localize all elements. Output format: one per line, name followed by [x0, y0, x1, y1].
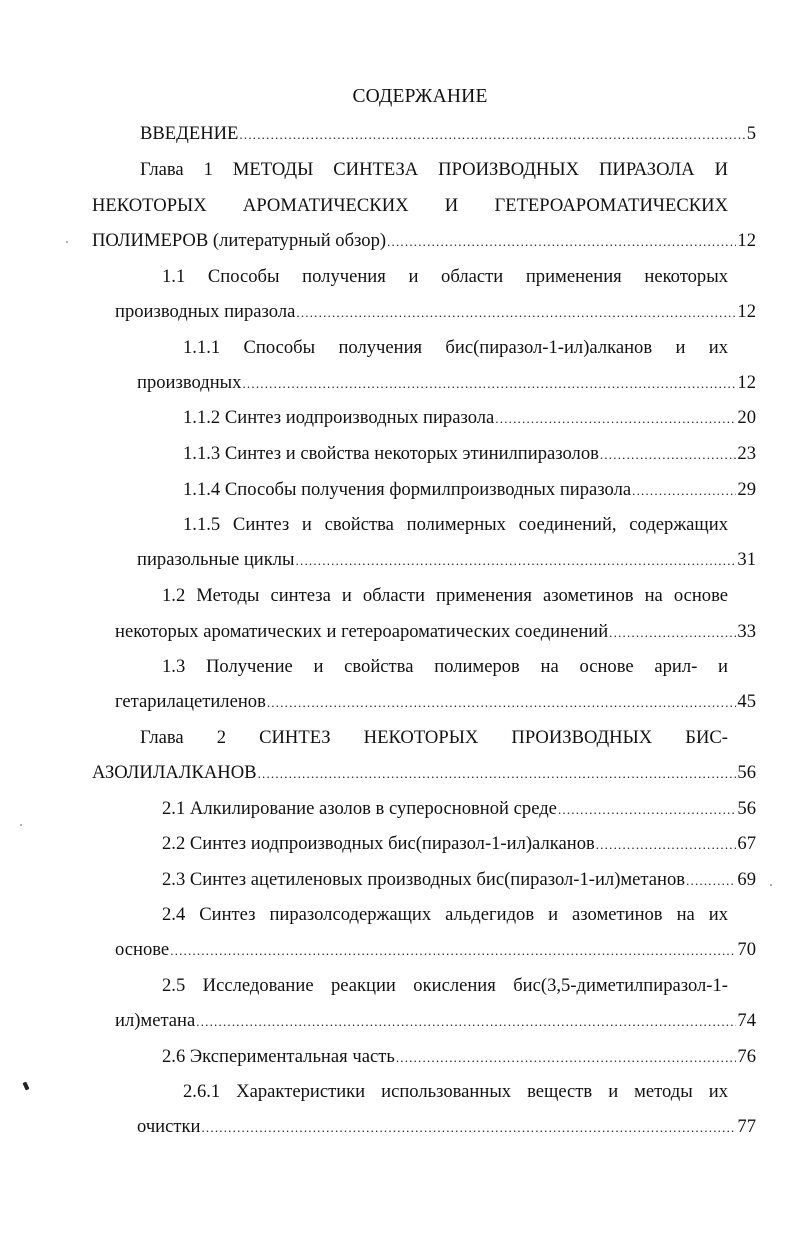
- toc-entry-text: 2.2 Синтез иодпроизводных бис(пиразол-1-ил)алканов: [162, 833, 595, 854]
- toc-entry-section-2-6-1[interactable]: [137, 1115, 756, 1140]
- toc-chapter-1-line-1: Глава 1 МЕТОДЫ СИНТЕЗА ПРОИЗВОДНЫХ ПИРАЗОЛА И: [140, 159, 728, 180]
- toc-page-number: 29: [737, 479, 756, 500]
- toc-page-number: 56: [737, 762, 756, 783]
- scan-speck: [770, 884, 772, 886]
- toc-chapter-1-line-2: НЕКОТОРЫХ АРОМАТИЧЕСКИХ И ГЕТЕРОАРОМАТИЧЕСКИХ: [92, 195, 728, 216]
- toc-entry-text: 2.1 Алкилирование азолов в суперосновной среде: [162, 798, 557, 819]
- toc-entry-text: гетарилацетиленов: [115, 691, 266, 712]
- toc-section-1-2-line-1: 1.2 Методы синтеза и области применения азометинов на основе: [162, 585, 728, 606]
- toc-page-number: 5: [746, 123, 756, 144]
- leader-dots: [258, 762, 737, 786]
- toc-entry-text: пиразольные циклы: [137, 549, 295, 570]
- leader-dots: [296, 301, 736, 325]
- toc-entry-chapter-2[interactable]: [92, 761, 756, 786]
- leader-dots: [170, 939, 736, 963]
- toc-entry-text: производных: [137, 372, 242, 393]
- leader-dots: [201, 1116, 736, 1140]
- toc-entry-text: ПОЛИМЕРОВ (литературный обзор): [92, 230, 387, 251]
- leader-dots: [296, 549, 737, 573]
- toc-entry-text: основе: [115, 939, 170, 960]
- toc-entry-section-2-6[interactable]: [162, 1045, 756, 1070]
- toc-entry-text: ил)метана: [115, 1010, 196, 1031]
- toc-entry-section-1-1-2[interactable]: [183, 406, 756, 431]
- toc-entry-section-1-1-4[interactable]: [183, 478, 756, 503]
- toc-section-2-5-line-1: 2.5 Исследование реакции окисления бис(3,5-диметилпиразол-1-: [162, 975, 728, 996]
- toc-section-1-1-1-line-1: 1.1.1 Способы получения бис(пиразол-1-ил)алканов и их: [183, 337, 728, 358]
- page-title: СОДЕРЖАНИЕ: [352, 86, 488, 107]
- leader-dots: [600, 443, 737, 467]
- leader-dots: [686, 869, 736, 893]
- leader-dots: [609, 621, 736, 645]
- toc-entry-text: некоторых ароматических и гетероароматических соединений: [115, 621, 609, 642]
- toc-section-1-3-line-1: 1.3 Получение и свойства полимеров на основе арил- и: [162, 656, 728, 677]
- toc-section-2-4-line-1: 2.4 Синтез пиразолсодержащих альдегидов и азометинов на их: [162, 904, 728, 925]
- leader-dots: [239, 123, 745, 147]
- toc-entry-text: очистки: [137, 1116, 201, 1137]
- toc-entry-section-2-3[interactable]: [162, 868, 756, 893]
- leader-dots: [267, 691, 737, 715]
- toc-entry-section-1-1-1[interactable]: [137, 371, 756, 396]
- toc-entry-text: 1.1.3 Синтез и свойства некоторых этинилпиразолов: [183, 443, 599, 464]
- toc-entry-section-1-1[interactable]: [115, 300, 756, 325]
- leader-dots: [387, 230, 736, 254]
- leader-dots: [396, 1046, 737, 1070]
- leader-dots: [495, 407, 736, 431]
- toc-entry-text: ВВЕДЕНИЕ: [140, 123, 239, 144]
- toc-entry-text: производных пиразола: [115, 301, 296, 322]
- toc-page-number: 12: [737, 372, 756, 393]
- toc-entry-section-1-3[interactable]: [115, 690, 756, 715]
- leader-dots: [242, 372, 736, 396]
- leader-dots: [196, 1010, 736, 1034]
- toc-chapter-2-line-1: Глава 2 СИНТЕЗ НЕКОТОРЫХ ПРОИЗВОДНЫХ БИС-: [140, 727, 728, 748]
- leader-dots: [632, 479, 736, 503]
- toc-entry-text: 2.6 Экспериментальная часть: [162, 1046, 395, 1067]
- toc-entry-section-2-1[interactable]: [162, 797, 756, 822]
- toc-entry-section-1-2[interactable]: [115, 620, 756, 645]
- toc-section-1-1-line-1: 1.1 Способы получения и области применения некоторых: [162, 266, 728, 287]
- toc-page-number: 77: [737, 1116, 756, 1137]
- toc-page-number: 56: [737, 798, 756, 819]
- toc-entry-text: 1.1.4 Способы получения формилпроизводных пиразола: [183, 479, 632, 500]
- toc-entry-intro[interactable]: [140, 122, 756, 147]
- toc-page-number: 70: [737, 939, 756, 960]
- toc-page-number: 45: [737, 691, 756, 712]
- scan-speck: [20, 824, 22, 826]
- toc-entry-text: 2.3 Синтез ацетиленовых производных бис(пиразол-1-ил)метанов: [162, 869, 686, 890]
- toc-page-number: 12: [737, 301, 756, 322]
- toc-section-1-1-5-line-1: 1.1.5 Синтез и свойства полимерных соединений, содержащих: [183, 514, 728, 535]
- toc-entry-chapter-1[interactable]: [92, 229, 756, 254]
- toc-page-number: 76: [737, 1046, 756, 1067]
- toc-entry-text: АЗОЛИЛАЛКАНОВ: [92, 762, 257, 783]
- toc-entry-section-2-2[interactable]: [162, 832, 756, 857]
- toc-page-number: 74: [737, 1010, 756, 1031]
- toc-page-number: 67: [737, 833, 756, 854]
- toc-section-2-6-1-line-1: 2.6.1 Характеристики использованных веществ и методы их: [183, 1081, 728, 1102]
- leader-dots: [558, 798, 736, 822]
- toc-entry-section-2-5[interactable]: [115, 1009, 756, 1034]
- toc-page-number: 12: [737, 230, 756, 251]
- toc-entry-text: 1.1.2 Синтез иодпроизводных пиразола: [183, 407, 495, 428]
- scan-speck: [66, 241, 68, 243]
- toc-entry-section-1-1-3[interactable]: [183, 442, 756, 467]
- leader-dots: [596, 833, 737, 857]
- scan-mark: [22, 1082, 29, 1091]
- toc-page-number: 20: [737, 407, 756, 428]
- toc-page-number: 31: [737, 549, 756, 570]
- toc-entry-section-1-1-5[interactable]: [137, 548, 756, 573]
- toc-page-number: 33: [737, 621, 756, 642]
- toc-page-number: 69: [737, 869, 756, 890]
- toc-page-number: 23: [737, 443, 756, 464]
- toc-entry-section-2-4[interactable]: [115, 938, 756, 963]
